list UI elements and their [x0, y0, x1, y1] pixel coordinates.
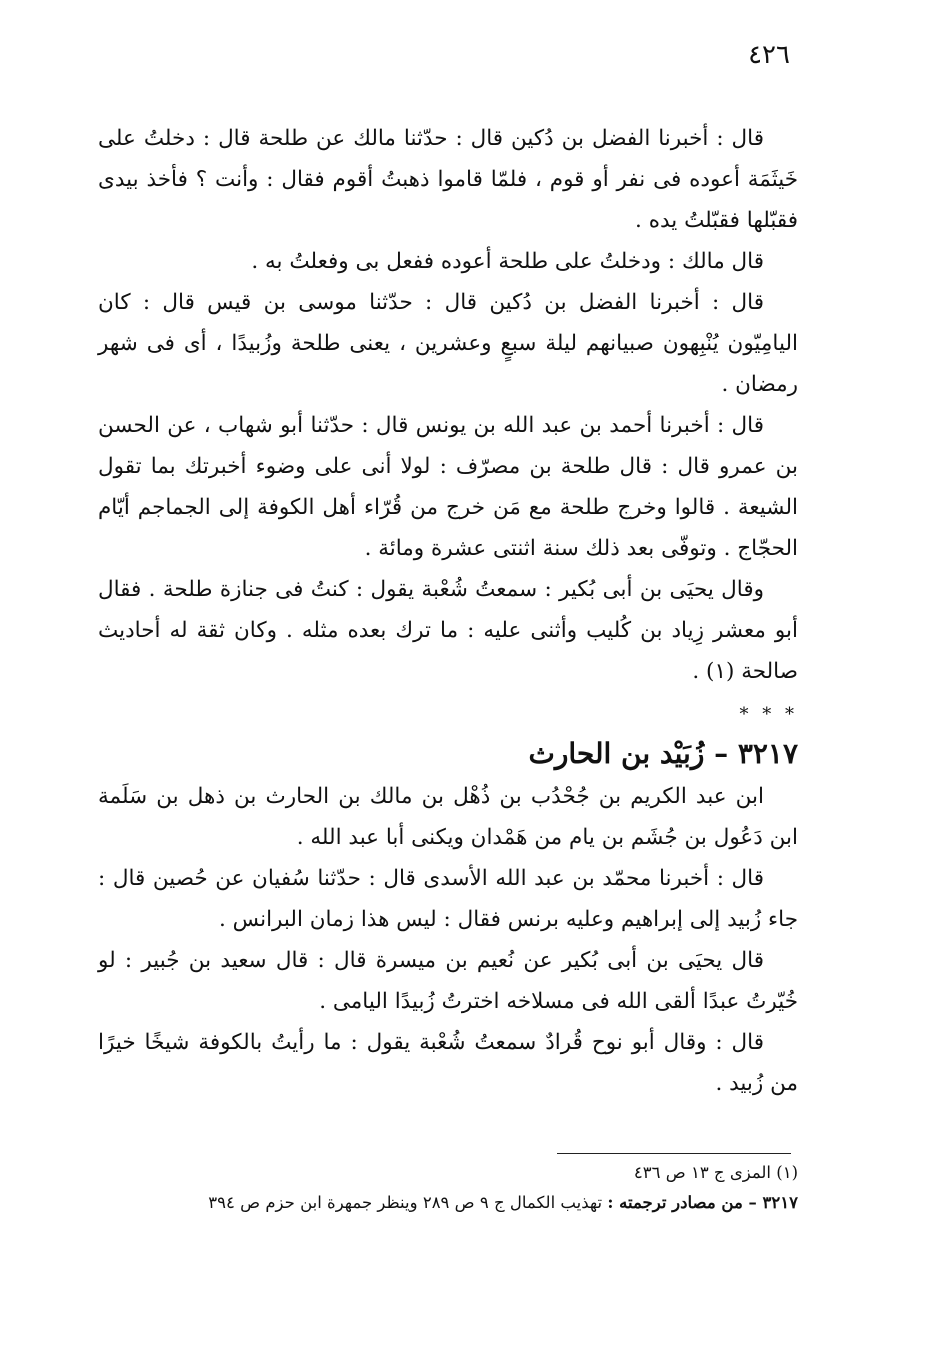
- footnotes: [98, 1158, 798, 1218]
- paragraph: قال : أخبرنا الفضل بن دُكين قال : حدّثنا موسى بن قيس قال : كان اليامِيّون يُنْبِهون صبيانهم ليلة سبعٍ وعشرين ، يعنى طلحة وزُبيدًا ، أى فى شهر رمضان .: [98, 290, 798, 397]
- footnote-2: [98, 1188, 798, 1218]
- entry-heading: ٣٢١٧ – زُبَيْد بن الحارث: [528, 737, 798, 770]
- page-number: ٤٢٦: [748, 40, 790, 70]
- lineage-paragraph: ابن عبد الكريم بن جُحْدُب بن ذُهْل بن مالك بن الحارث بن ذهل بن سَلَمة ابن دَعُول بن جُشَم بن يام من هَمْدان ويكنى أبا عبد الله .: [98, 784, 798, 850]
- paragraph: قال : أخبرنا أحمد بن عبد الله بن يونس قال : حدّثنا أبو شهاب ، عن الحسن بن عمرو قال : قال طلحة بن مصرّف : لولا أنى على وضوء أخبرتك بما تقول الشيعة . قالوا وخرج طلحة مع مَن خرج من قُرّاء أهل الكوفة إلى الجماجم أيّام الحجّاج . وتوفّى بعد ذلك سنة اثنتى عشرة ومائة .: [98, 413, 798, 561]
- main-text: [98, 118, 798, 1104]
- paragraph: وقال يحيَى بن أبى بُكير : سمعتُ شُعْبة يقول : كنتُ فى جنازة طلحة . فقال أبو معشر زِياد بن كُليب وأثنى عليه : ما ترك بعده مثله . وكان ثقة له أحاديث صالحة (١) .: [98, 577, 798, 684]
- paragraph: قال يحيَى بن أبى بُكير عن نُعيم بن ميسرة قال : قال سعيد بن جُبير : لو خُيّرتُ عبدًا ألقى الله فى مسلاخه اخترتُ زُبيدًا اليامى .: [98, 948, 798, 1014]
- footnote-1: (١) المزى ج ١٣ ص ٤٣٦: [633, 1163, 798, 1182]
- footnote-2-label: ٣٢١٧ – من مصادر ترجمته :: [607, 1193, 798, 1212]
- paragraph: قال : أخبرنا الفضل بن دُكين قال : حدّثنا مالك عن طلحة قال : دخلتُ على خَيثَمَة أعوده فى نفر أو قوم ، فلمّا قاموا ذهبتُ أقوم فقال : وأنت ؟ فأخذ بيدى فقبّلها فقبّلتُ يده .: [98, 126, 798, 233]
- section-separator: * * *: [739, 704, 798, 725]
- paragraph: قال : أخبرنا محمّد بن عبد الله الأسدى قال : حدّثنا سُفيان عن حُصين قال : جاء زُبيد إلى إبراهيم وعليه برنس فقال : ليس هذا زمان البرانس .: [98, 866, 798, 932]
- footnote-divider: [557, 1153, 791, 1154]
- paragraph: قال : وقال أبو نوح قُرادٌ سمعتُ شُعْبة يقول : ما رأيتُ بالكوفة شيخًا خيرًا من زُبيد .: [98, 1030, 798, 1096]
- footnote-2-text: تهذيب الكمال ج ٩ ص ٢٨٩ وينظر جمهرة ابن حزم ص ٣٩٤: [208, 1193, 603, 1212]
- paragraph: قال مالك : ودخلتُ على طلحة أعوده ففعل بى وفعلتُ به .: [251, 249, 764, 274]
